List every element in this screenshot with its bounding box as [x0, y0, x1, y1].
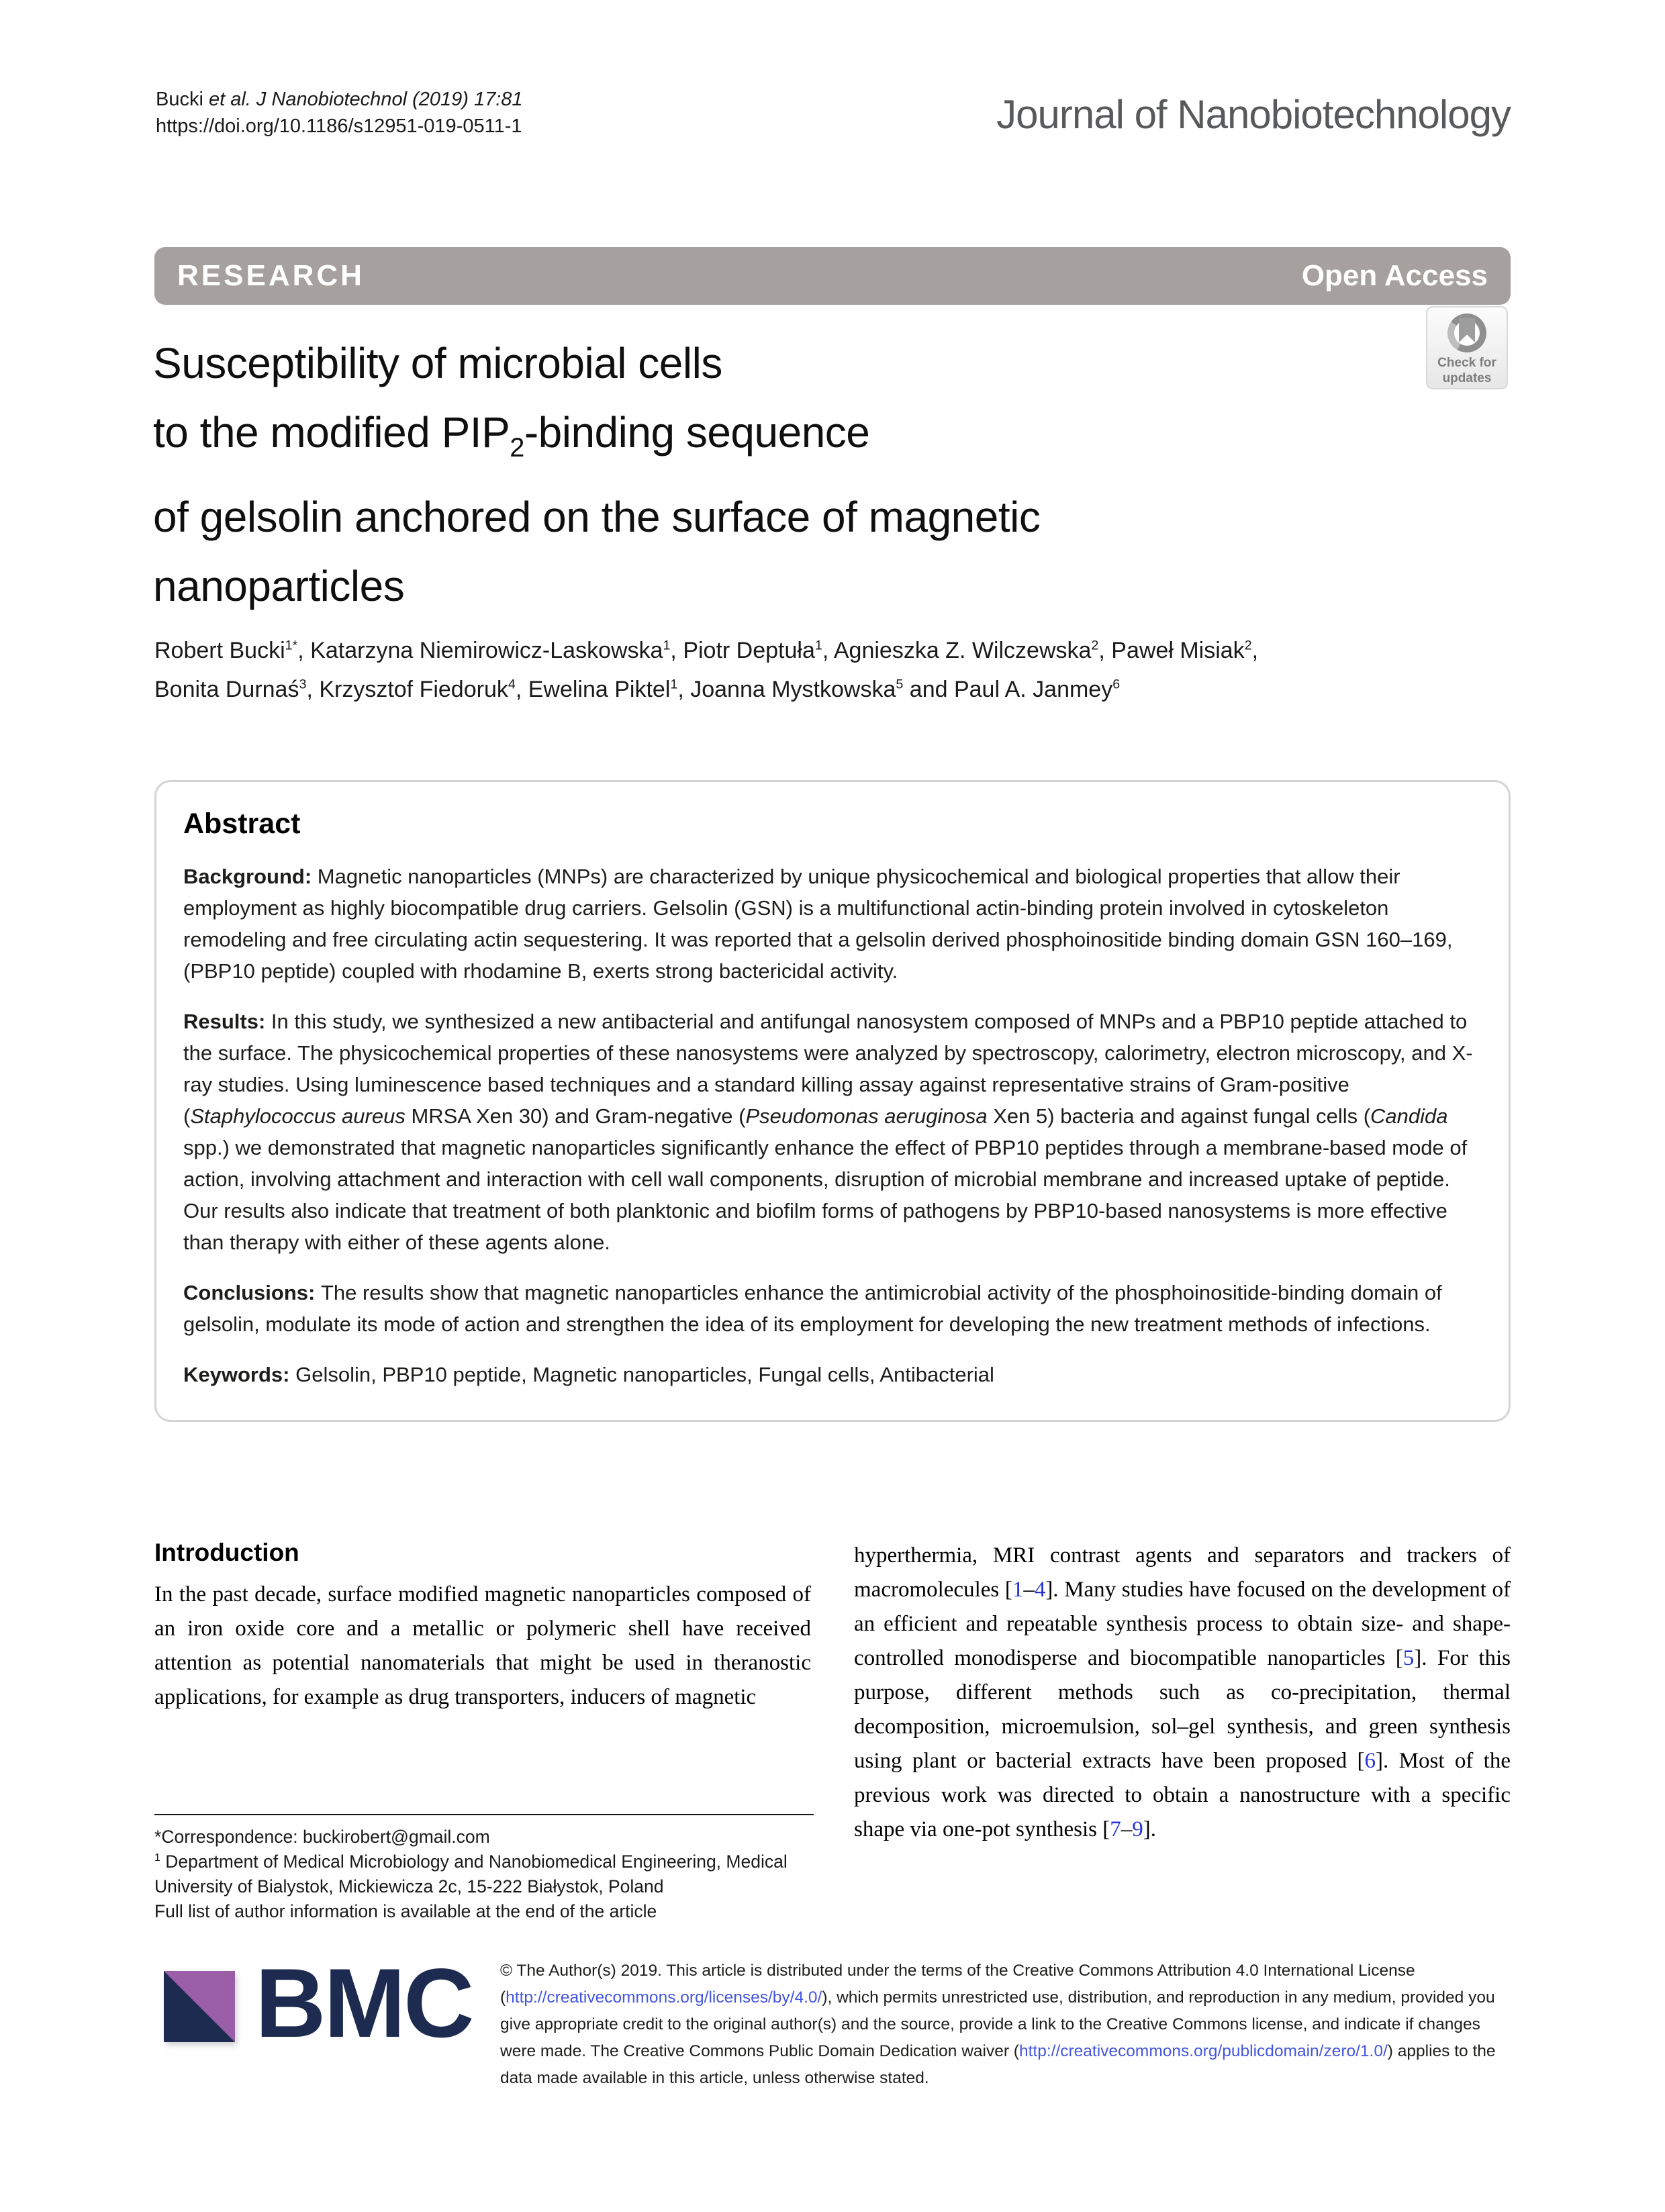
reference-link[interactable]: 4 — [1034, 1578, 1046, 1602]
reference-link[interactable]: 1 — [1012, 1578, 1024, 1602]
abstract-results: Results: In this study, we synthesized a new antibacterial and antifungal nanosystem composed of MNPs and a PBP10 peptide attached to the surface. The physicochemical properties of these nanosystems were analyzed by spectroscopy, calorimetry, electron microscopy, and X-ray studies. Using luminescence based techniques and a standard killing assay against representative strains of Gram-positive (Staphylococcus aureus MRSA Xen 30) and Gram-negative (Pseudomonas aeruginosa Xen 5) bacteria and against fungal cells (Candida spp.) we demonstrated that magnetic nanoparticles significantly enhance the effect of PBP10 peptides through a membrane-based mode of action, involving attachment and interaction with cell wall components, disruption of microbial membrane and increased uptake of peptide. Our results also indicate that treatment of both planktonic and biofilm forms of pathogens by PBP10-based nanosystems is more effective than therapy with either of these agents alone. — [183, 1010, 1473, 1254]
check-updates-icon — [1447, 314, 1486, 352]
authors-line-2: Bonita Durnaś$^3$, Krzysztof Fiedoruk$^4$, Ewelina Piktel$^1$, Joanna Mystkowska$^5$ and Paul A. Janmey$^6$ — [154, 677, 1121, 702]
introduction-heading: Introduction — [154, 1539, 299, 1566]
article-title — [153, 329, 1415, 621]
title-line-1: Susceptibility of microbial cells — [153, 339, 722, 387]
abstract-box — [154, 780, 1511, 1422]
hyperlink[interactable]: http://creativecommons.org/licenses/by/4.0/ — [506, 1988, 822, 2007]
footnote-divider — [154, 1814, 814, 1815]
title-line-4: nanoparticles — [153, 561, 405, 610]
author-list — [154, 631, 1511, 709]
title-line-3: of gelsolin anchored on the surface of magnetic — [153, 492, 1041, 541]
author-info-note: Full list of author information is available at the end of the article — [154, 1901, 657, 1921]
introduction-left-column — [154, 1539, 811, 1715]
introduction-left-text: In the past decade, surface modified magnetic nanoparticles composed of an iron oxide core and a metallic or polymeric shell have received attention as potential nanomaterials that might be used in theranostic applications, for example as drug transporters, inducers of magnetic — [154, 1582, 811, 1709]
correspondence-line: *Correspondence: buckirobert@gmail.com — [154, 1827, 490, 1847]
citation-block — [156, 86, 523, 140]
reference-link[interactable]: 9 — [1132, 1817, 1143, 1841]
affiliation-line: $^1$ Department of Medical Microbiology and Nanobiomedical Engineering, Medical University of Bialystok, Mickiewicza 2c, 15-222 Białystok, Poland — [154, 1852, 788, 1896]
abstract-heading: Abstract — [183, 808, 301, 840]
bookmark-icon — [1459, 318, 1475, 342]
hyperlink[interactable]: http://creativecommons.org/publicdomain/zero/1.0/ — [1018, 2042, 1388, 2060]
research-label: RESEARCH — [177, 259, 365, 292]
bmc-logo-mark — [164, 1971, 235, 2042]
journal-title: Journal of Nanobiotechnology — [996, 92, 1511, 137]
check-updates-label: Check for updates — [1437, 356, 1496, 385]
reference-link[interactable]: 6 — [1364, 1749, 1376, 1773]
authors-line-1: Robert Bucki$^{1*}$, Katarzyna Niemirowicz-Laskowska$^1$, Piotr Deptuła$^1$, Agnieszka Z. Wilczewska$^2$, Paweł Misiak$^2$, — [154, 638, 1259, 663]
reference-link[interactable]: 7 — [1110, 1817, 1121, 1841]
license-text: © The Author(s) 2019. This article is distributed under the terms of the Creative Commons Attribution 4.0 International License (http://creativecommons.org/licenses/by/4.0/), which permits unrestricted use, distribution, and reproduction in any medium, provided you give appropriate credit to the original author(s) and the source, provide a link to the Creative Commons license, and indicate if changes were made. The Creative Commons Public Domain Dedication waiver (http://creativecommons.org/publicdomain/zero/1.0/) applies to the data made available in this article, unless otherwise stated. — [500, 1962, 1496, 2087]
check-updates-badge[interactable] — [1426, 306, 1508, 389]
doi-line: https://doi.org/10.1186/s12951-019-0511-1 — [156, 115, 522, 137]
citation-line: Bucki et al. J Nanobiotechnol (2019) 17:81 — [156, 89, 523, 110]
bmc-logo-text: BMC — [255, 1948, 473, 2058]
open-access-label: Open Access — [1301, 259, 1488, 292]
title-line-2: to the modified $PIP_2$-binding sequence — [153, 408, 870, 463]
abstract-keywords: Keywords: Gelsolin, PBP10 peptide, Magnetic nanoparticles, Fungal cells, Antibacterial — [183, 1363, 994, 1386]
abstract-conclusions: Conclusions: The results show that magnetic nanoparticles enhance the antimicrobial activity of the phosphoinositide-binding domain of gelsolin, modulate its mode of action and strengthen the idea of its employment for developing the new treatment methods of infections. — [183, 1281, 1442, 1336]
introduction-right-column — [854, 1539, 1511, 1847]
footnote-block — [154, 1814, 814, 1924]
reference-link[interactable]: 5 — [1402, 1646, 1415, 1670]
abstract-background: Background: Magnetic nanoparticles (MNPs) are characterized by unique physicochemical and biological properties that allow their employment as highly biocompatible drug carriers. Gelsolin (GSN) is a multifunctional actin-binding protein involved in cytoskeleton remodeling and free circulating actin sequestering. It was reported that a gelsolin derived phosphoinositide binding domain GSN 160–169, (PBP10 peptide) coupled with rhodamine B, exerts strong bactericidal activity. — [183, 865, 1453, 983]
introduction-right-text: hyperthermia, MRI contrast agents and separators and trackers of macromolecules [1–4]. Many studies have focused on the development of an efficient and repeatable synthesis process to obtain size- and shape-controlled monodisperse and biocompatible nanoparticles [5]. For this purpose, different methods such as co-precipitation, thermal decomposition, microemulsion, sol–gel synthesis, and green synthesis using plant or bacterial extracts have been proposed [6]. Most of the previous work was directed to obtain a nanostructure with a specific shape via one-pot synthesis [7–9]. — [854, 1543, 1511, 1841]
research-banner — [154, 247, 1511, 305]
